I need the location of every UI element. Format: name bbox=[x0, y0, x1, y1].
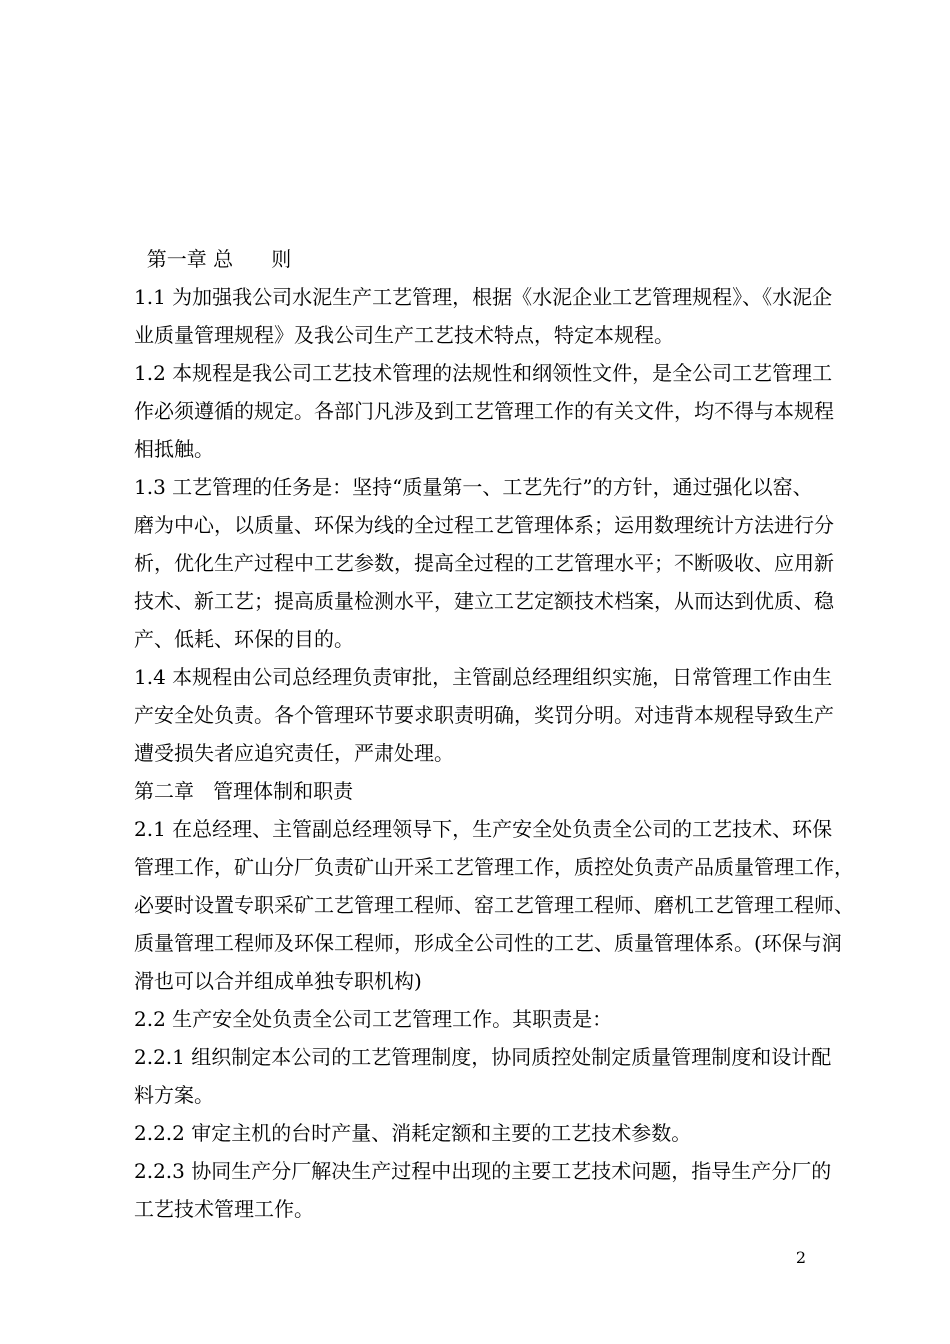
text-line: 2.1 在总经理、主管副总经理领导下，生产安全处负责全公司的工艺技术、环保 bbox=[134, 817, 833, 841]
text-line: 2.2 生产安全处负责全公司工艺管理工作。其职责是： bbox=[134, 1007, 613, 1031]
text-line: 产安全处负责。各个管理环节要求职责明确，奖罚分明。对违背本规程导致生产 bbox=[134, 703, 834, 727]
text-line: 管理工作，矿山分厂负责矿山开采工艺管理工作，质控处负责产品质量管理工作， bbox=[134, 855, 854, 879]
text-line: 第二章 管理体制和职责 bbox=[134, 779, 354, 803]
text-line: 作必须遵循的规定。各部门凡涉及到工艺管理工作的有关文件，均不得与本规程 bbox=[134, 399, 834, 423]
text-line: 1.1 为加强我公司水泥生产工艺管理，根据《水泥企业工艺管理规程》、《水泥企 bbox=[134, 285, 833, 309]
text-line: 工艺技术管理工作。 bbox=[134, 1197, 314, 1221]
text-line: 第一章 总 则 bbox=[134, 247, 292, 271]
page-number: 2 bbox=[795, 1248, 806, 1267]
text-line: 2.2.2 审定主机的台时产量、消耗定额和主要的工艺技术参数。 bbox=[134, 1121, 692, 1145]
text-line: 2.2.1 组织制定本公司的工艺管理制度，协同质控处制定质量管理制度和设计配 bbox=[134, 1045, 832, 1069]
text-line: 2.2.3 协同生产分厂解决生产过程中出现的主要工艺技术问题，指导生产分厂的 bbox=[134, 1159, 832, 1183]
text-line: 相抵触。 bbox=[134, 437, 214, 461]
text-line: 1.4 本规程由公司总经理负责审批，主管副总经理组织实施，日常管理工作由生 bbox=[134, 665, 833, 689]
text-line: 技术、新工艺；提高质量检测水平，建立工艺定额技术档案，从而达到优质、稳 bbox=[134, 589, 834, 613]
text-line: 滑也可以合并组成单独专职机构) bbox=[134, 969, 422, 993]
text-line: 业质量管理规程》及我公司生产工艺技术特点，特定本规程。 bbox=[134, 323, 674, 347]
text-line: 磨为中心，以质量、环保为线的全过程工艺管理体系；运用数理统计方法进行分 bbox=[134, 513, 834, 537]
document-body bbox=[134, 240, 854, 1228]
text-line: 质量管理工程师及环保工程师，形成全公司性的工艺、质量管理体系。(环保与润 bbox=[134, 931, 842, 955]
text-line: 1.3 工艺管理的任务是：坚持“质量第一、工艺先行”的方针，通过强化以窑、 bbox=[134, 475, 813, 499]
text-line: 遭受损失者应追究责任，严肃处理。 bbox=[134, 741, 454, 765]
text-line: 产、低耗、环保的目的。 bbox=[134, 627, 354, 651]
text-line: 1.2 本规程是我公司工艺技术管理的法规性和纲领性文件，是全公司工艺管理工 bbox=[134, 361, 833, 385]
text-line: 料方案。 bbox=[134, 1083, 214, 1107]
text-line: 析，优化生产过程中工艺参数，提高全过程的工艺管理水平；不断吸收、应用新 bbox=[134, 551, 834, 575]
text-line: 必要时设置专职采矿工艺管理工程师、窑工艺管理工程师、磨机工艺管理工程师、 bbox=[134, 893, 854, 917]
